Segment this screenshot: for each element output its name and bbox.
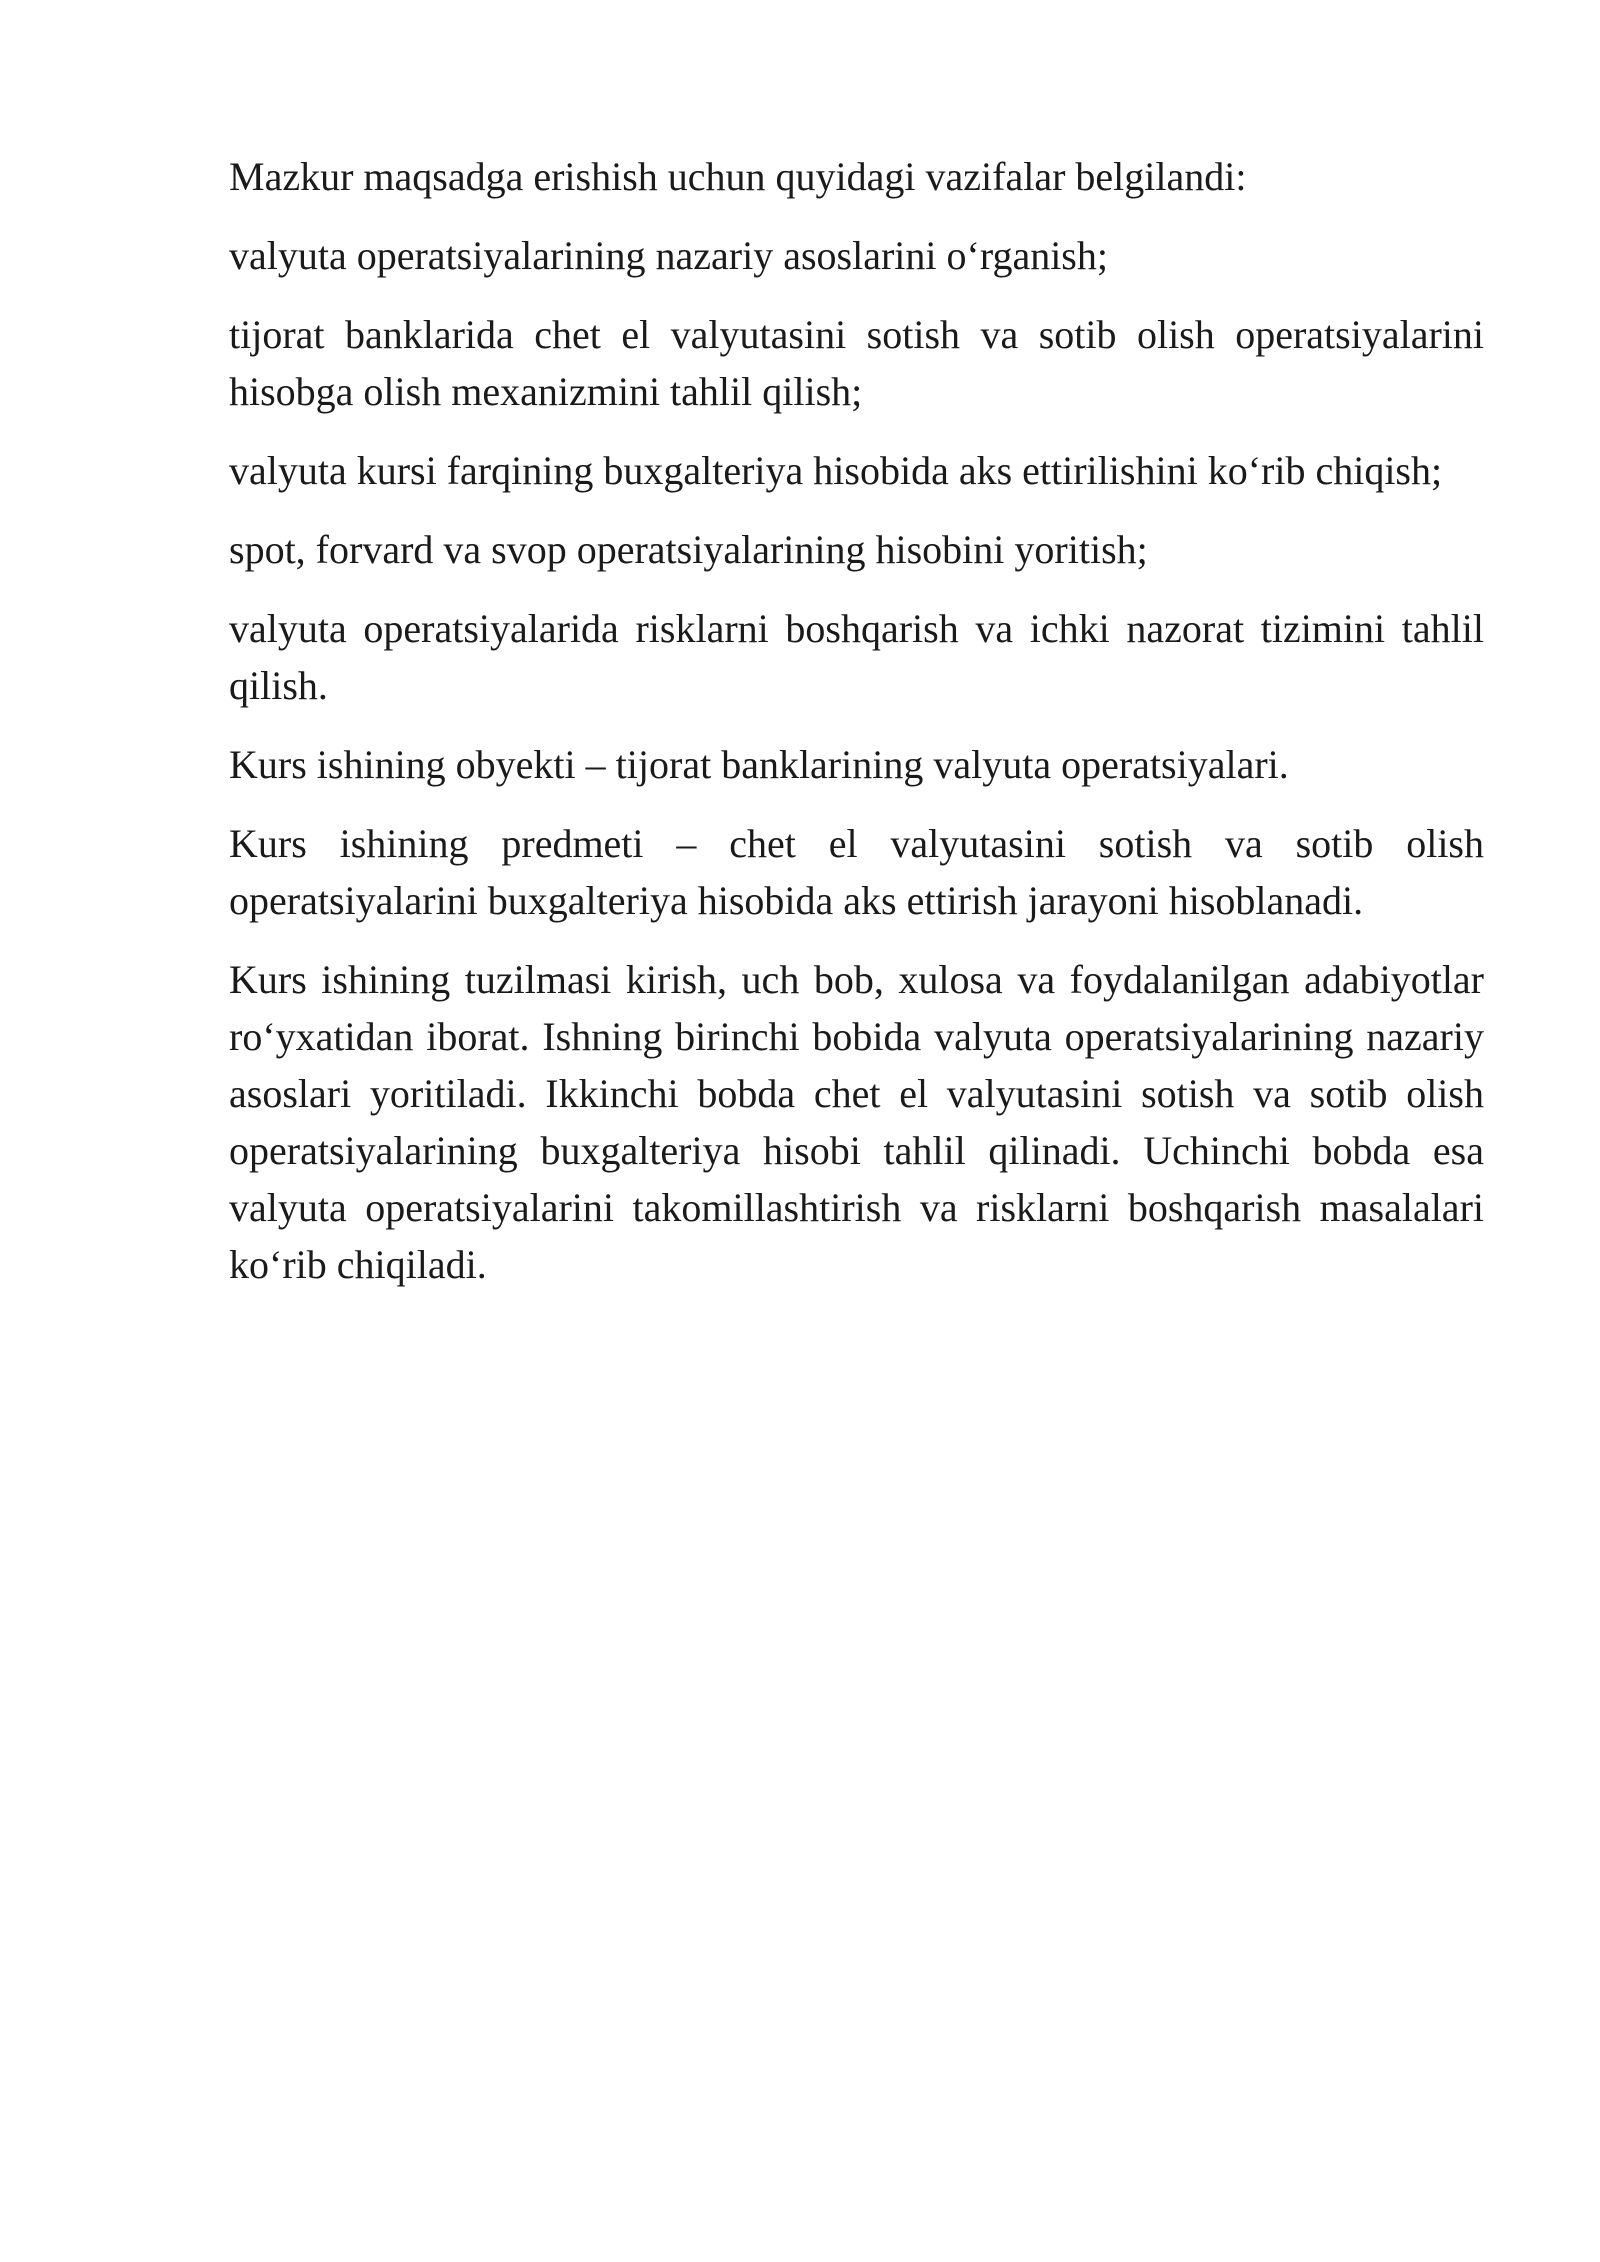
- paragraph-task-1: valyuta operatsiyalarining nazariy asoslarini o‘rganish;: [229, 233, 1108, 278]
- document-body: [229, 148, 1484, 1315]
- paragraph-object: Kurs ishining obyekti – tijorat banklarining valyuta operatsiyalari.: [229, 742, 1289, 787]
- paragraph-structure: Kurs ishining tuzilmasi kirish, uch bob, xulosa va foydalanilgan adabiyotlar ro‘yxatidan iborat. Ishning birinchi bobida valyuta operatsiyalarining nazariy asoslari yoritiladi. Ikkinchi bobda chet el valyutasini sotish va sotib olish operatsiyalarining buxgalteriya hisobi tahlil qilinadi. Uchinchi bobda esa valyuta operatsiyalarini takomillashtirish va risklarni boshqarish masalalari ko‘rib chiqiladi.: [229, 957, 1484, 1287]
- paragraph-subject: Kurs ishining predmeti – chet el valyutasini sotish va sotib olish operatsiyalarini buxgalteriya hisobida aks ettirish jarayoni hisoblanadi.: [229, 821, 1484, 923]
- paragraph-task-5: valyuta operatsiyalarida risklarni boshqarish va ichki nazorat tizimini tahlil qilish.: [229, 606, 1484, 708]
- paragraph-task-3: valyuta kursi farqining buxgalteriya hisobida aks ettirilishini ko‘rib chiqish;: [229, 448, 1443, 493]
- paragraph-intro: Mazkur maqsadga erishish uchun quyidagi vazifalar belgilandi:: [229, 154, 1247, 199]
- paragraph-task-2: tijorat banklarida chet el valyutasini sotish va sotib olish operatsiyalarini hisobga olish mexanizmini tahlil qilish;: [229, 312, 1484, 414]
- paragraph-task-4: spot, forvard va svop operatsiyalarining hisobini yoritish;: [229, 527, 1148, 572]
